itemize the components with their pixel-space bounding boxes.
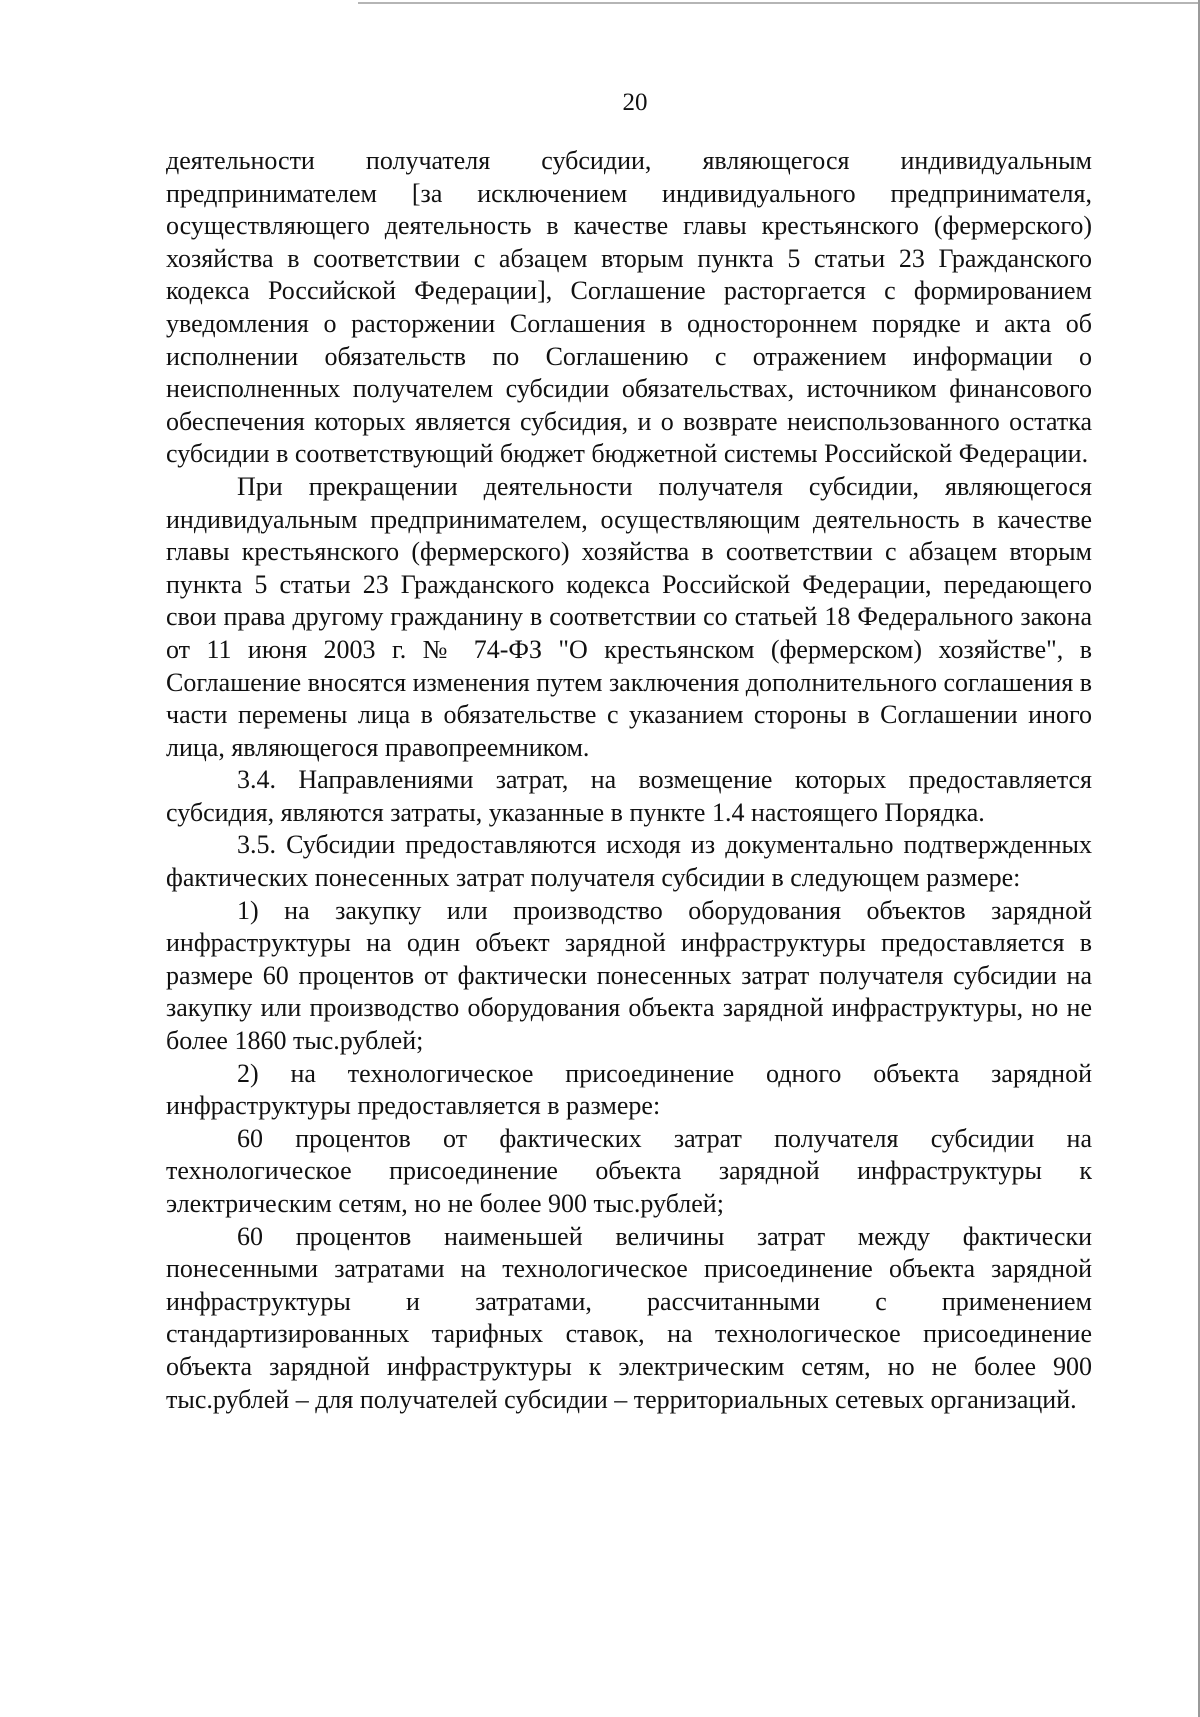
paragraph-item-2-option-b: 60 процентов наименьшей величины затрат между фактически понесенными затратами на технологическое присоединение объекта зарядной инфраструктуры и затратами, рассчитанными с применением стандартизированных тарифных ставок, на технологическое присоединение объекта зарядной инфраструктуры к электрическим сетям, но не более 900 тыс.рублей – для получателей субсидии – территориальных сетевых организаций. (166, 1221, 1092, 1414)
page-number: 20 (622, 89, 648, 116)
paragraph-clause-3-4: 3.4. Направлениями затрат, на возмещение которых предоставляется субсидия, являются затраты, указанные в пункте 1.4 настоящего Порядка. (166, 765, 1092, 827)
scan-top-edge (358, 2, 1200, 4)
paragraph-termination-of-activity: При прекращении деятельности получателя субсидии, являющегося индивидуальным предпринимателем, осуществляющим деятельность в качестве главы крестьянского (фермерского) хозяйства в соответствии с абзацем вторым пункта 5 статьи 23 Гражданского кодекса Российской Федерации, передающего свои права другому гражданину в соответствии со статьей 18 Федерального закона от 11 июня 2003 г. № 74-ФЗ "О крестьянском (фермерском) хозяйстве", в Соглашение вносятся изменения путем заключения дополнительного соглашения в части перемены лица в обязательстве с указанием стороны в Соглашении иного лица, являющегося правопреемником. (166, 471, 1093, 762)
paragraph-clause-3-5: 3.5. Субсидии предоставляются исходя из документально подтвержденных фактических понесенных затрат получателя субсидии в следующем размере: (166, 830, 1092, 893)
paragraph-item-1-equipment: 1) на закупку или производство оборудования объектов зарядной инфраструктуры на один объект зарядной инфраструктуры предоставляется в размере 60 процентов от фактически понесенных затрат получателя субсидии на закупку или производство оборудования объекта зарядной инфраструктуры, но не более 1860 тыс.рублей; (166, 895, 1092, 1056)
paragraph-item-2-option-a: 60 процентов от фактических затрат получателя субсидии на технологическое присоединение объекта зарядной инфраструктуры к электрическим сетям, но не более 900 тыс.рублей; (166, 1123, 1092, 1218)
paragraph-item-2-connection: 2) на технологическое присоединение одного объекта зарядной инфраструктуры предоставляется в размере: (166, 1058, 1092, 1121)
document-body (166, 145, 1092, 1416)
paragraph-continuation: деятельности получателя субсидии, являющегося индивидуальным предпринимателем [за исключением индивидуального предпринимателя, осуществляющего деятельность в качестве главы крестьянского (фермерского) хозяйства в соответствии с абзацем вторым пункта 5 статьи 23 Гражданского кодекса Российской Федерации], Соглашение расторгается с формированием уведомления о расторжении Соглашения в одностороннем порядке и акта об исполнении обязательств по Соглашению с отражением информации о неисполненных получателем субсидии обязательствах, источником финансового обеспечения которых является субсидия, и о возврате неиспользованного остатка субсидии в соответствующий бюджет бюджетной системы Российской Федерации. (166, 146, 1092, 469)
